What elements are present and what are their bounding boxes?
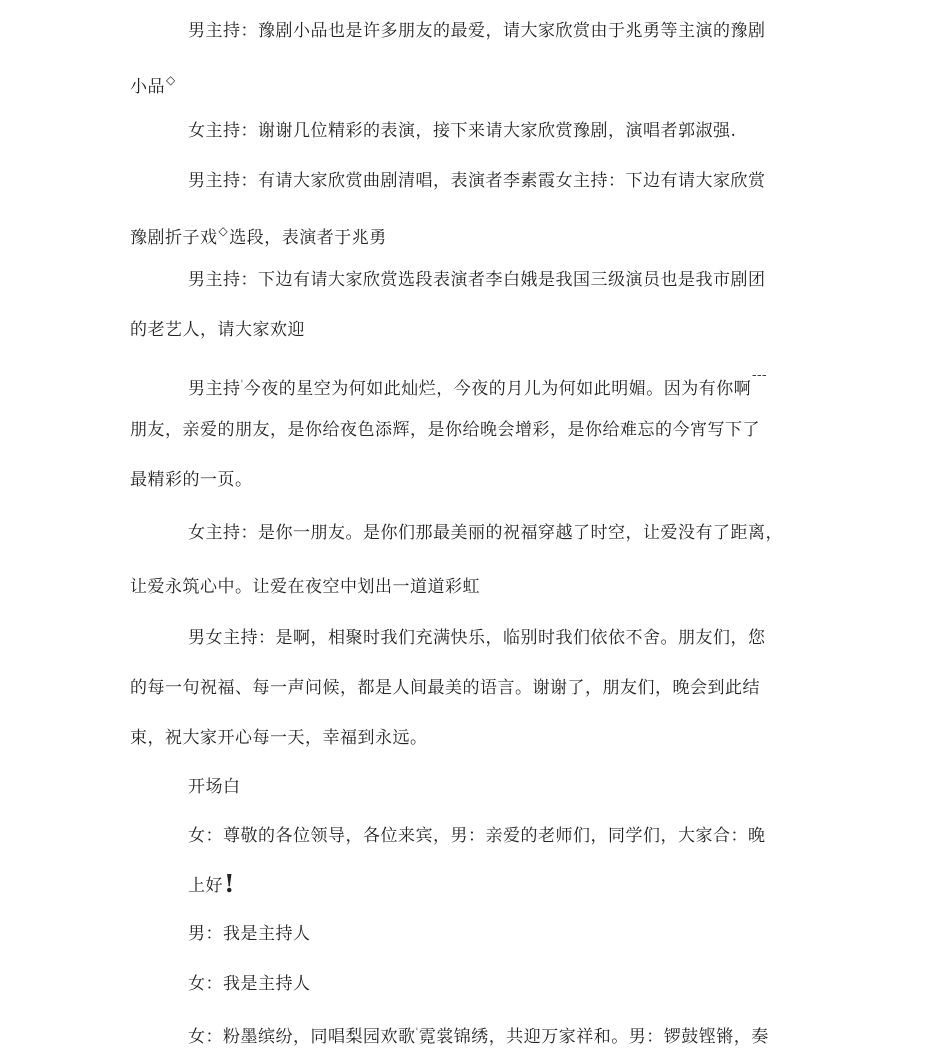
paragraph-line [130,68,177,99]
text: 最精彩的一页。 [130,470,253,490]
text: 上好 [188,876,223,896]
paragraph-line [130,418,760,442]
text: 男主持：有请大家欣赏曲剧清唱，表演者李素霞女主持：下边有请大家欣赏 [188,171,766,191]
text: 小品 [130,77,165,97]
dash-mark: ¯¯¯ [751,373,767,387]
text: 今夜的星空为何如此灿烂，今夜的月儿为何如此明媚。因为有你啊 [243,379,752,399]
text: 的老艺人，请大家欢迎 [130,320,305,340]
text: 束，祝大家开心每一天，幸福到永远。 [130,728,428,748]
paragraph-line [188,824,766,848]
text: 朋友，亲爱的朋友，是你给夜色添辉，是你给晚会增彩，是你给难忘的今宵写下了 [130,420,760,440]
text: 霓裳锦绣，共迎万家祥和。男：锣鼓铿锵，奏 [418,1027,769,1047]
paragraph-line [188,169,766,193]
text: 男：我是主持人 [188,924,311,944]
text: 女：粉墨缤纷，同唱梨园欢歌 [188,1027,416,1047]
diamond-symbol-icon: ◇ [166,73,176,87]
exclamation-mark: ! [224,869,236,898]
paragraph-line [188,119,736,143]
text: 女主持：谢谢几位精彩的表演，接下来请大家欣赏豫剧，演唱者郭淑强. [188,121,737,141]
section-heading [188,775,241,799]
text: 女主持：是你一朋友。是你们那最美丽的祝福穿越了时空，让爱没有了距离， [188,523,783,543]
paragraph-line [188,521,783,545]
text: 选段，表演者于兆勇 [229,228,387,248]
text: 男主持：下边有请大家欣赏选段表演者李白娥是我国三级演员也是我市剧团 [188,270,766,290]
paragraph-line [188,972,311,996]
text: 男主持：豫剧小品也是许多朋友的最爱，请大家欣赏由于兆勇等主演的豫剧 [188,21,766,41]
paragraph-line [188,1021,769,1049]
paragraph-line [130,318,305,342]
paragraph-line [188,922,311,946]
paragraph-line [130,219,387,250]
text: 让爱永筑心中。让爱在夜空中划出一道道彩虹 [130,577,480,597]
paragraph-line [130,575,480,599]
text: 男主持 [188,379,241,399]
paragraph-line [130,726,428,750]
tick-mark: ' [415,1027,419,1038]
diamond-symbol-icon: ◇ [218,224,229,238]
paragraph-line [130,468,253,492]
text: 女：我是主持人 [188,974,311,994]
tick-mark: ' [240,379,244,390]
paragraph-line [188,268,766,292]
paragraph-line [188,626,766,650]
text: 的每一句祝福、每一声问候，都是人间最美的语言。谢谢了，朋友们，晚会到此结 [130,678,760,698]
text: 女：尊敬的各位领导，各位来宾，男：亲爱的老师们，同学们，大家合：晚 [188,826,766,846]
text: 男女主持：是啊，相聚时我们充满快乐，临别时我们依依不舍。朋友们，您 [188,628,766,648]
paragraph-line [130,676,760,700]
paragraph-line [188,368,766,401]
text: 豫剧折子戏 [130,228,218,248]
paragraph-line [188,869,236,898]
paragraph-line [188,19,766,43]
text: 开场白 [188,777,241,797]
